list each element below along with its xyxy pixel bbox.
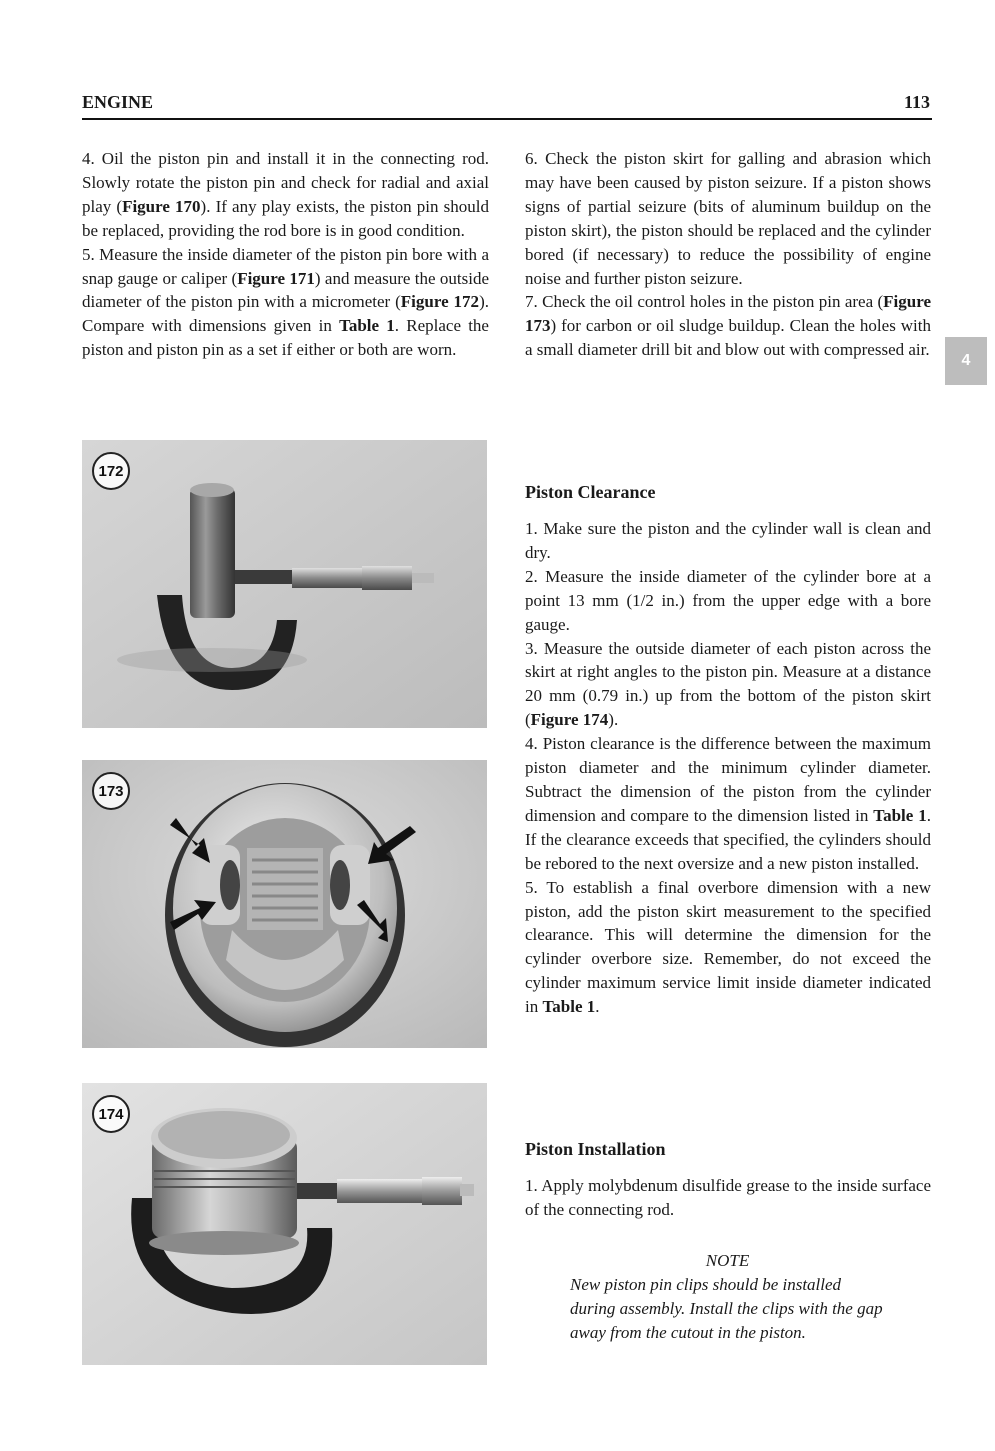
figure-reference: Figure 173: [525, 292, 931, 336]
micrometer-pin-illustration: [82, 440, 487, 728]
table-reference: Table 1: [339, 316, 395, 336]
table-reference: Table 1: [542, 997, 596, 1017]
piston-installation-heading: Piston Installation: [525, 1139, 666, 1159]
right-column-top: [525, 147, 931, 362]
figure-173-photo: [82, 760, 487, 1048]
left-column: [82, 147, 489, 362]
piston-clearance-heading: Piston Clearance: [525, 482, 656, 502]
clearance-step-4: 4. Piston clearance is the difference between the maximum piston diameter and the minimum cylinder diameter. Subtract the dimension of the piston from the cylinder dimension and compare to the dimension listed in Table 1. If the clearance exceeds that specified, the cylinders should be rebored to the next oversize and a new piston installed.: [525, 734, 931, 873]
chapter-tab: 4: [945, 337, 987, 385]
piston-underside-illustration: [82, 760, 487, 1048]
step-7-paragraph: 7. Check the oil control holes in the piston pin area (Figure 173) for carbon or oil sludge buildup. Clean the holes with a small diameter drill bit and blow out with compressed air.: [525, 292, 931, 360]
installation-step-1: 1. Apply molybdenum disulfide grease to the inside surface of the connecting rod.: [525, 1176, 931, 1219]
figure-172-photo: [82, 440, 487, 728]
step-4-paragraph: 4. Oil the piston pin and install it in the connecting rod. Slowly rotate the piston pin and check for radial and axial play (Figure 170). If any play exists, the piston pin should be replaced, providing the rod bore is in good condition.: [82, 149, 489, 240]
clearance-step-2: 2. Measure the inside diameter of the cylinder bore at a point 13 mm (1/2 in.) from the upper edge with a bore gauge.: [525, 566, 931, 634]
figure-reference: Figure 172: [400, 292, 480, 312]
header-rule: [82, 118, 932, 120]
figure-reference: Figure 174: [530, 710, 609, 730]
figure-174-badge: 174: [92, 1095, 130, 1133]
step-6-paragraph: 6. Check the piston skirt for galling and abrasion which may have been caused by piston seizure. If a piston shows signs of partial seizure (bits of aluminum buildup on the piston skirt), the piston should be replaced and the cylinder bored (if necessary) to reduce the possibility of engine noise and further piston seizure.: [525, 149, 931, 288]
figure-173-badge: 173: [92, 772, 130, 810]
page-number: 113: [904, 92, 931, 112]
note-title: NOTE: [705, 1251, 750, 1270]
figure-reference: Figure 170: [122, 196, 201, 216]
figure-174-photo: [82, 1083, 487, 1365]
piston-clearance-steps: [525, 517, 931, 1019]
clearance-step-1: 1. Make sure the piston and the cylinder wall is clean and dry.: [525, 519, 931, 562]
micrometer-piston-illustration: [82, 1083, 487, 1365]
step-5-paragraph: 5. Measure the inside diameter of the piston pin bore with a snap gauge or caliper (Figure 171) and measure the outside diameter of the piston pin with a micrometer (Figure 172). Compare with dimensions given in Table 1. Replace the piston and piston pin as a set if either or both are worn.: [82, 244, 489, 360]
figure-reference: Figure 171: [237, 268, 315, 288]
note-text: New piston pin clips should be installed during assembly. Install the clips with the gap away from the cutout in the piston.: [570, 1275, 883, 1342]
clearance-step-3: 3. Measure the outside diameter of each piston across the skirt at right angles to the piston pin. Measure at a distance 20 mm (0.79 in.) up from the bottom of the piston skirt (Figure 174).: [525, 638, 931, 730]
figure-172-badge: 172: [92, 452, 130, 490]
clearance-step-5: 5. To establish a final overbore dimension with a new piston, add the piston skirt measurement to the specified clearance. This will determine the dimension for the cylinder overbore size. Remember, do not exceed the cylinder maximum service limit inside diameter indicated in Table 1.: [525, 877, 931, 1017]
section-title: ENGINE: [82, 92, 154, 112]
table-reference: Table 1: [873, 805, 927, 825]
